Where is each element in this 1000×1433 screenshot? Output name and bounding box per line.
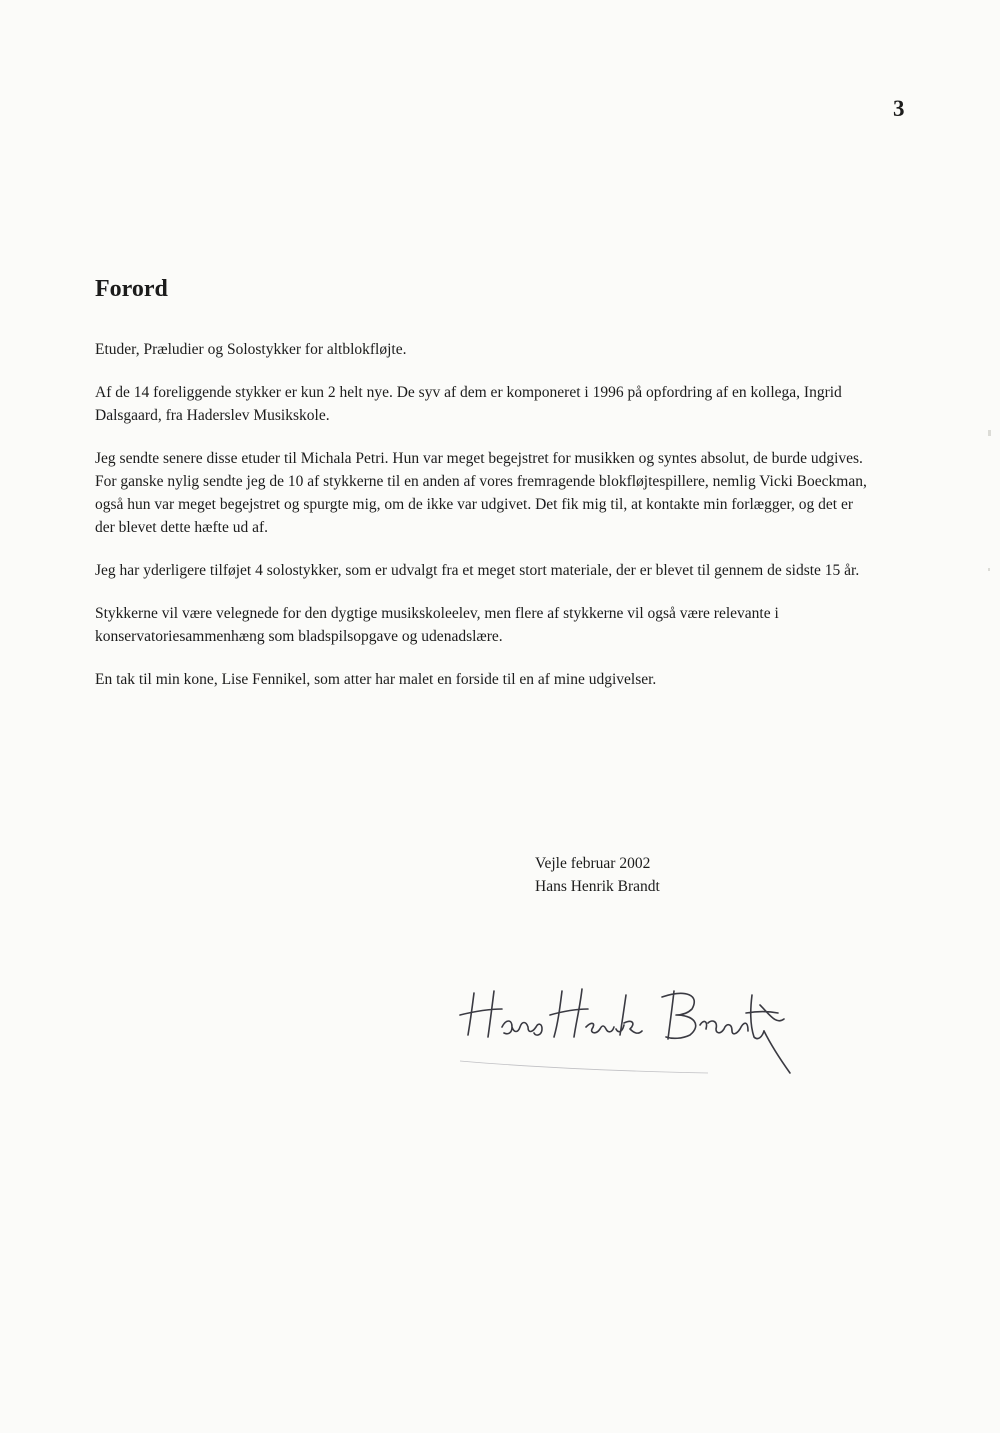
author-name: Hans Henrik Brandt [535,878,660,895]
page-number: 3 [893,96,905,121]
scan-speck [988,568,990,571]
paragraph-boeckman: For ganske nylig sendte jeg de 10 af stykkerne til en anden af vores fremragende blokfløjtespillere, nemlig Vicki Boeckman, også hun var meget begejstret og spurgte mig, om de ikke var udgivet. Det fik mig til, at kontakte min forlægger, og det er der blevet dette hæfte ud af. [95,473,867,536]
paragraph-petri: Jeg sendte senere disse etuder til Michala Petri. Hun var meget begejstret for musikken og syntes absolut, de burde udgives. [95,450,863,467]
paragraph-origin: Af de 14 foreliggende stykker er kun 2 helt nye. De syv af dem er komponeret i 1996 på opfordring af en kollega, Ingrid Dalsgaard, fra Haderslev Musikskole. [95,384,842,424]
paragraph-suitability: Stykkerne vil være velegnede for den dygtige musikskoleelev, men flere af stykkerne vil også være relevante i konservatoriesammenhæng som bladspilsopgave og udenadslære. [95,605,779,645]
handwritten-signature [450,975,830,1085]
scan-speck [988,430,991,436]
preface-body [95,338,875,691]
paragraph-intro: Etuder, Præludier og Solostykker for altblokfløjte. [95,341,407,358]
paragraph-solo-pieces: Jeg har yderligere tilføjet 4 solostykker, som er udvalgt fra et meget stort materiale, der er blevet til gennem de sidste 15 år. [95,562,860,579]
page-title: Forord [95,276,168,302]
place-date: Vejle februar 2002 [535,855,651,872]
paragraph-thanks: En tak til min kone, Lise Fennikel, som atter har malet en forside til en af mine udgivelser. [95,671,657,688]
